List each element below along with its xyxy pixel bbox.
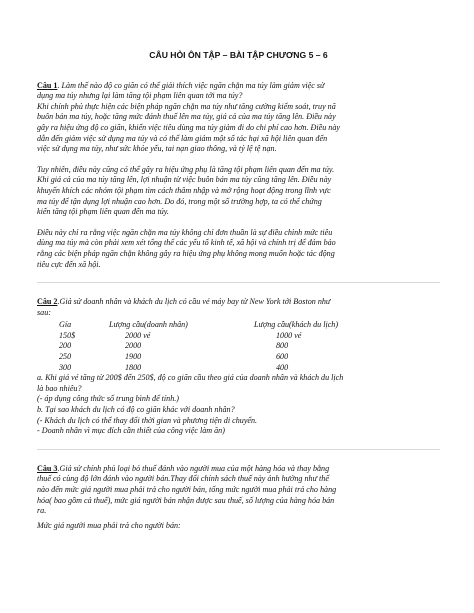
table-cell: 200 <box>59 341 72 351</box>
question-1-answer-para-3 <box>37 228 440 270</box>
section-divider <box>37 282 440 283</box>
question-3-line: thuế có cùng độ lớn đánh vào người bán.Thay đổi chính sách thuế này ảnh hưởng như thế <box>37 474 329 484</box>
question-2-part-line: (- Khách du lịch có thể thay đổi thời gian và phương tiện di chuyển. <box>37 415 258 425</box>
table-header-cell: Lượng cầu(doanh nhân) <box>109 320 188 330</box>
question-2-part-line: a. Khi giá vé tăng từ 200$ đến 250$, độ co giãn cầu theo giá của doanh nhân và khách du lịch <box>37 373 344 383</box>
table-cell: 1800 <box>125 362 142 372</box>
question-2-prompt <box>37 297 440 308</box>
table-row <box>37 363 440 374</box>
question-3-label: Câu 3 <box>37 463 58 473</box>
answer-line: Khi giá cả của ma túy tăng lên, lợi nhuận từ việc buôn bán ma túy cũng tăng lên. Điều này <box>37 175 332 185</box>
table-cell: 150$ <box>59 330 76 340</box>
table-cell: 1900 <box>125 352 142 362</box>
question-2-part-line: b. Tại sao khách du lịch có độ co giãn khác với doanh nhân? <box>37 405 235 415</box>
table-row <box>37 331 440 342</box>
question-2-part-line: - Doanh nhân vì mục đích cần thiết của công việc làm ăn) <box>37 426 225 436</box>
table-cell: 2000 <box>125 341 142 351</box>
answer-line: Điều này chỉ ra rằng việc ngăn chặn ma túy không chỉ đơn thuần là sự điều chỉnh mức tiêu <box>37 227 333 237</box>
answer-line: Khi chính phủ thực hiện các biện pháp ngăn chặn ma túy như tăng cường kiểm soát, truy nã <box>37 101 336 111</box>
demand-table <box>37 320 440 373</box>
table-cell: 400 <box>276 362 289 372</box>
question-2-part-line: là bao nhiêu? <box>37 383 82 393</box>
question-1-line-2: dụng ma túy nhưng lại làm tăng tội phạm liên quan tới ma túy? <box>37 91 243 101</box>
question-2-label: Câu 2 <box>37 297 58 307</box>
table-cell: 300 <box>59 362 72 372</box>
answer-line: dùng ma túy mà còn phải xem xét tổng thể các yếu tố kinh tế, xã hội và chính trị để đảm bảo <box>37 238 336 248</box>
question-3-prompt <box>37 464 440 475</box>
section-divider <box>37 449 440 450</box>
answer-line: Tuy nhiên, điều này cũng có thể gây ra hiệu ứng phụ là tăng tội phạm liên quan đến ma túy. <box>37 164 335 174</box>
question-2 <box>37 297 440 437</box>
answer-line: gây ra hiệu ứng độ co giãn, khiến việc tiêu dùng ma túy giảm đi do chi phí cao hơn. Điều này <box>37 122 340 132</box>
answer-line: kiến tăng tội phạm liên quan đến ma túy. <box>37 207 169 217</box>
question-3-line: nào đến mức giá người mua phải trả cho người bán, tổng mức người mua phải trả cho hàng <box>37 485 337 494</box>
table-cell: 1000 vé <box>276 330 302 340</box>
answer-line: ma túy để tận dụng lợi nhuận cao hơn. Do đó, trong một số trường hợp, ta có thể chứng <box>37 196 322 206</box>
question-1 <box>37 81 440 271</box>
answer-line: việc sử dụng ma túy, như sức khỏe yếu, tai nạn giao thông, và tỷ lệ tệ nạn. <box>37 144 277 154</box>
question-3-line-1: .Giả sử chính phủ loại bỏ thuế đánh vào người mua của một hàng hóa và thay bằng <box>57 463 330 473</box>
answer-line: buôn bán ma túy, hoặc tăng mức đánh thuế lên ma túy, giá cả của ma túy tăng lên. Điều này <box>37 112 336 122</box>
table-cell: 800 <box>276 341 289 351</box>
question-1-label: Câu 1 <box>37 80 58 90</box>
question-2-part-line: (- áp dụng công thức số trung bình để tính.) <box>37 394 179 404</box>
question-3 <box>37 464 440 532</box>
answer-line: dẫn đến giảm việc sử dụng ma túy và có thể làm giảm một số tác hại xã hội liên quan đến <box>37 133 328 143</box>
question-1-answer-para-1 <box>37 102 440 155</box>
question-1-answer-para-2 <box>37 165 440 218</box>
question-3-answer: Mức giá người mua phải trả cho người bán: <box>37 520 181 530</box>
table-cell: 2000 vé <box>125 330 151 340</box>
question-2-line-1: .Giả sử doanh nhân và khách du lịch có cầu vé máy bay từ New York tới Boston như <box>57 297 331 307</box>
question-3-line: hóa( bao gồm cả thuế), mức giá người bán nhận được sau thuế, số lượng của hàng hóa bán <box>37 495 335 505</box>
question-3-line: ra. <box>37 506 47 516</box>
table-cell: 250 <box>59 352 72 362</box>
question-2-line-2: sau: <box>37 307 51 317</box>
table-header-cell: Lượng cầu(khách du lịch) <box>254 320 339 330</box>
answer-line: rằng các biện pháp ngăn chặn không gây ra hiệu ứng phụ không mong muốn hoặc tác động <box>37 248 335 258</box>
table-row <box>37 352 440 363</box>
page-title: CÂU HỎI ÔN TẬP – BÀI TẬP CHƯƠNG 5 – 6 <box>149 50 328 60</box>
answer-line: khuyến khích các nhóm tội phạm tìm cách thâm nhập và mở rộng hoạt động trong lĩnh vực <box>37 185 331 195</box>
answer-line: tiêu cực đến xã hội. <box>37 259 101 269</box>
table-row <box>37 341 440 352</box>
table-cell: 600 <box>276 352 289 362</box>
table-header-row <box>37 320 440 331</box>
table-header-cell: Gía <box>59 320 72 330</box>
question-1-prompt <box>37 81 440 92</box>
question-1-line-1: . Làm thế nào độ co giãn có thể giải thích việc ngăn chặn ma túy làm giảm việc sử <box>57 80 325 90</box>
